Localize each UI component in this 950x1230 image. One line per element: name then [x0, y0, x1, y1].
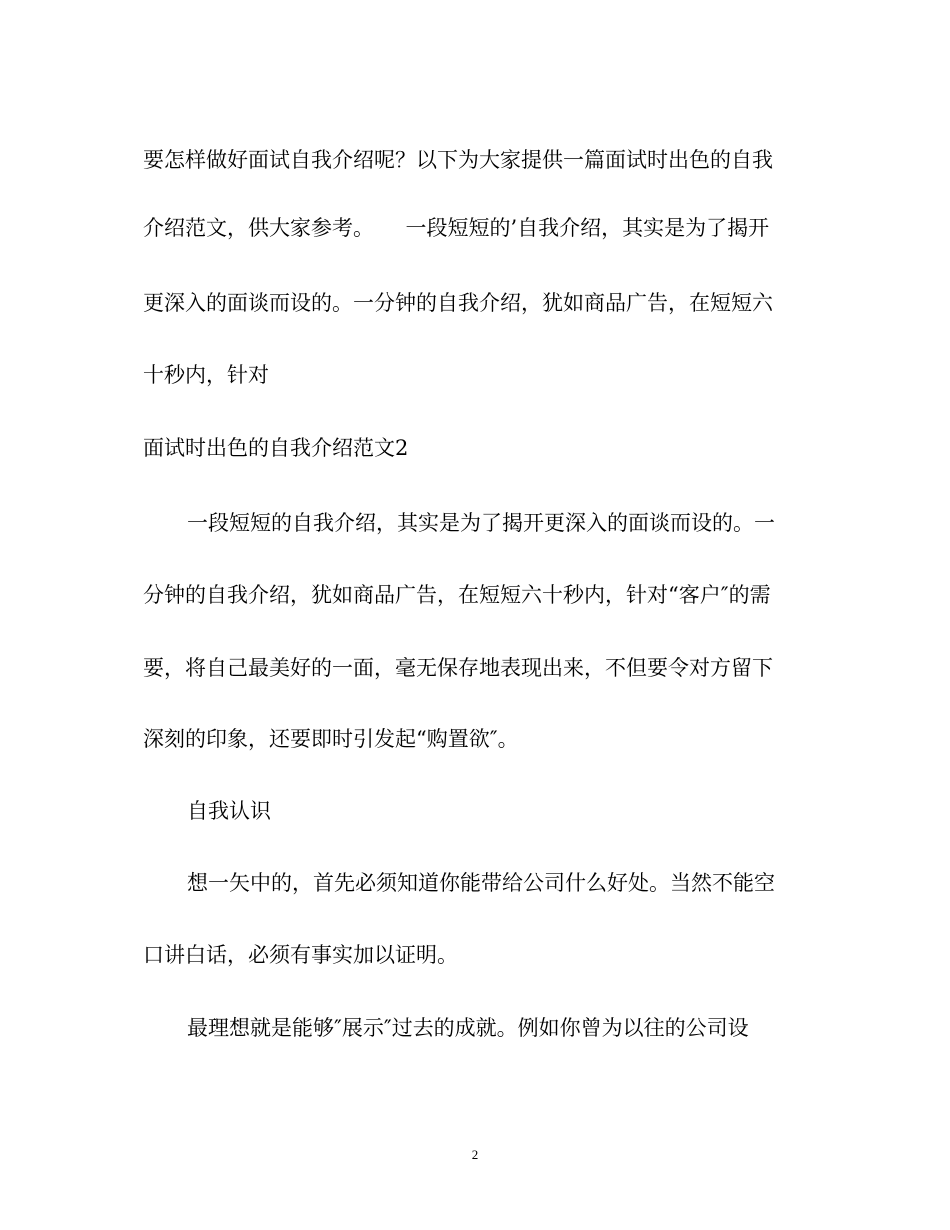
- paragraph-line: 要怎样做好面试自我介绍呢？以下为大家提供一篇面试时出色的自我: [143, 148, 773, 172]
- paragraph-line: 深刻的印象，还要即时引发起“购置欲″。: [143, 727, 519, 751]
- paragraph-line: 最理想就是能够″展示″过去的成就。例如你曾为以往的公司设: [187, 1016, 749, 1040]
- paragraph-line: 更深入的面谈而设的。一分钟的自我介绍，犹如商品广告，在短短六: [143, 291, 773, 315]
- paragraph-line: 要，将自己最美好的一面，毫无保存地表现出来，不但要令对方留下: [143, 656, 773, 680]
- paragraph-line: 分钟的自我介绍，犹如商品广告，在短短六十秒内，针对“客户″的需: [143, 583, 771, 607]
- paragraph-line: 十秒内，针对: [143, 363, 269, 387]
- paragraph-line: 介绍范文，供大家参考。 一段短短的’自我介绍，其实是为了揭开: [143, 216, 770, 240]
- page-number: 2: [471, 1147, 479, 1162]
- paragraph-line: 想一矢中的，首先必须知道你能带给公司什么好处。当然不能空: [187, 871, 775, 895]
- subheading: 自我认识: [187, 799, 271, 823]
- paragraph-line: 一段短短的自我介绍，其实是为了揭开更深入的面谈而设的。一: [187, 511, 775, 535]
- paragraph-line: 口讲白话，必须有事实加以证明。: [143, 943, 458, 967]
- section-heading: 面试时出色的自我介绍范文2: [143, 436, 409, 460]
